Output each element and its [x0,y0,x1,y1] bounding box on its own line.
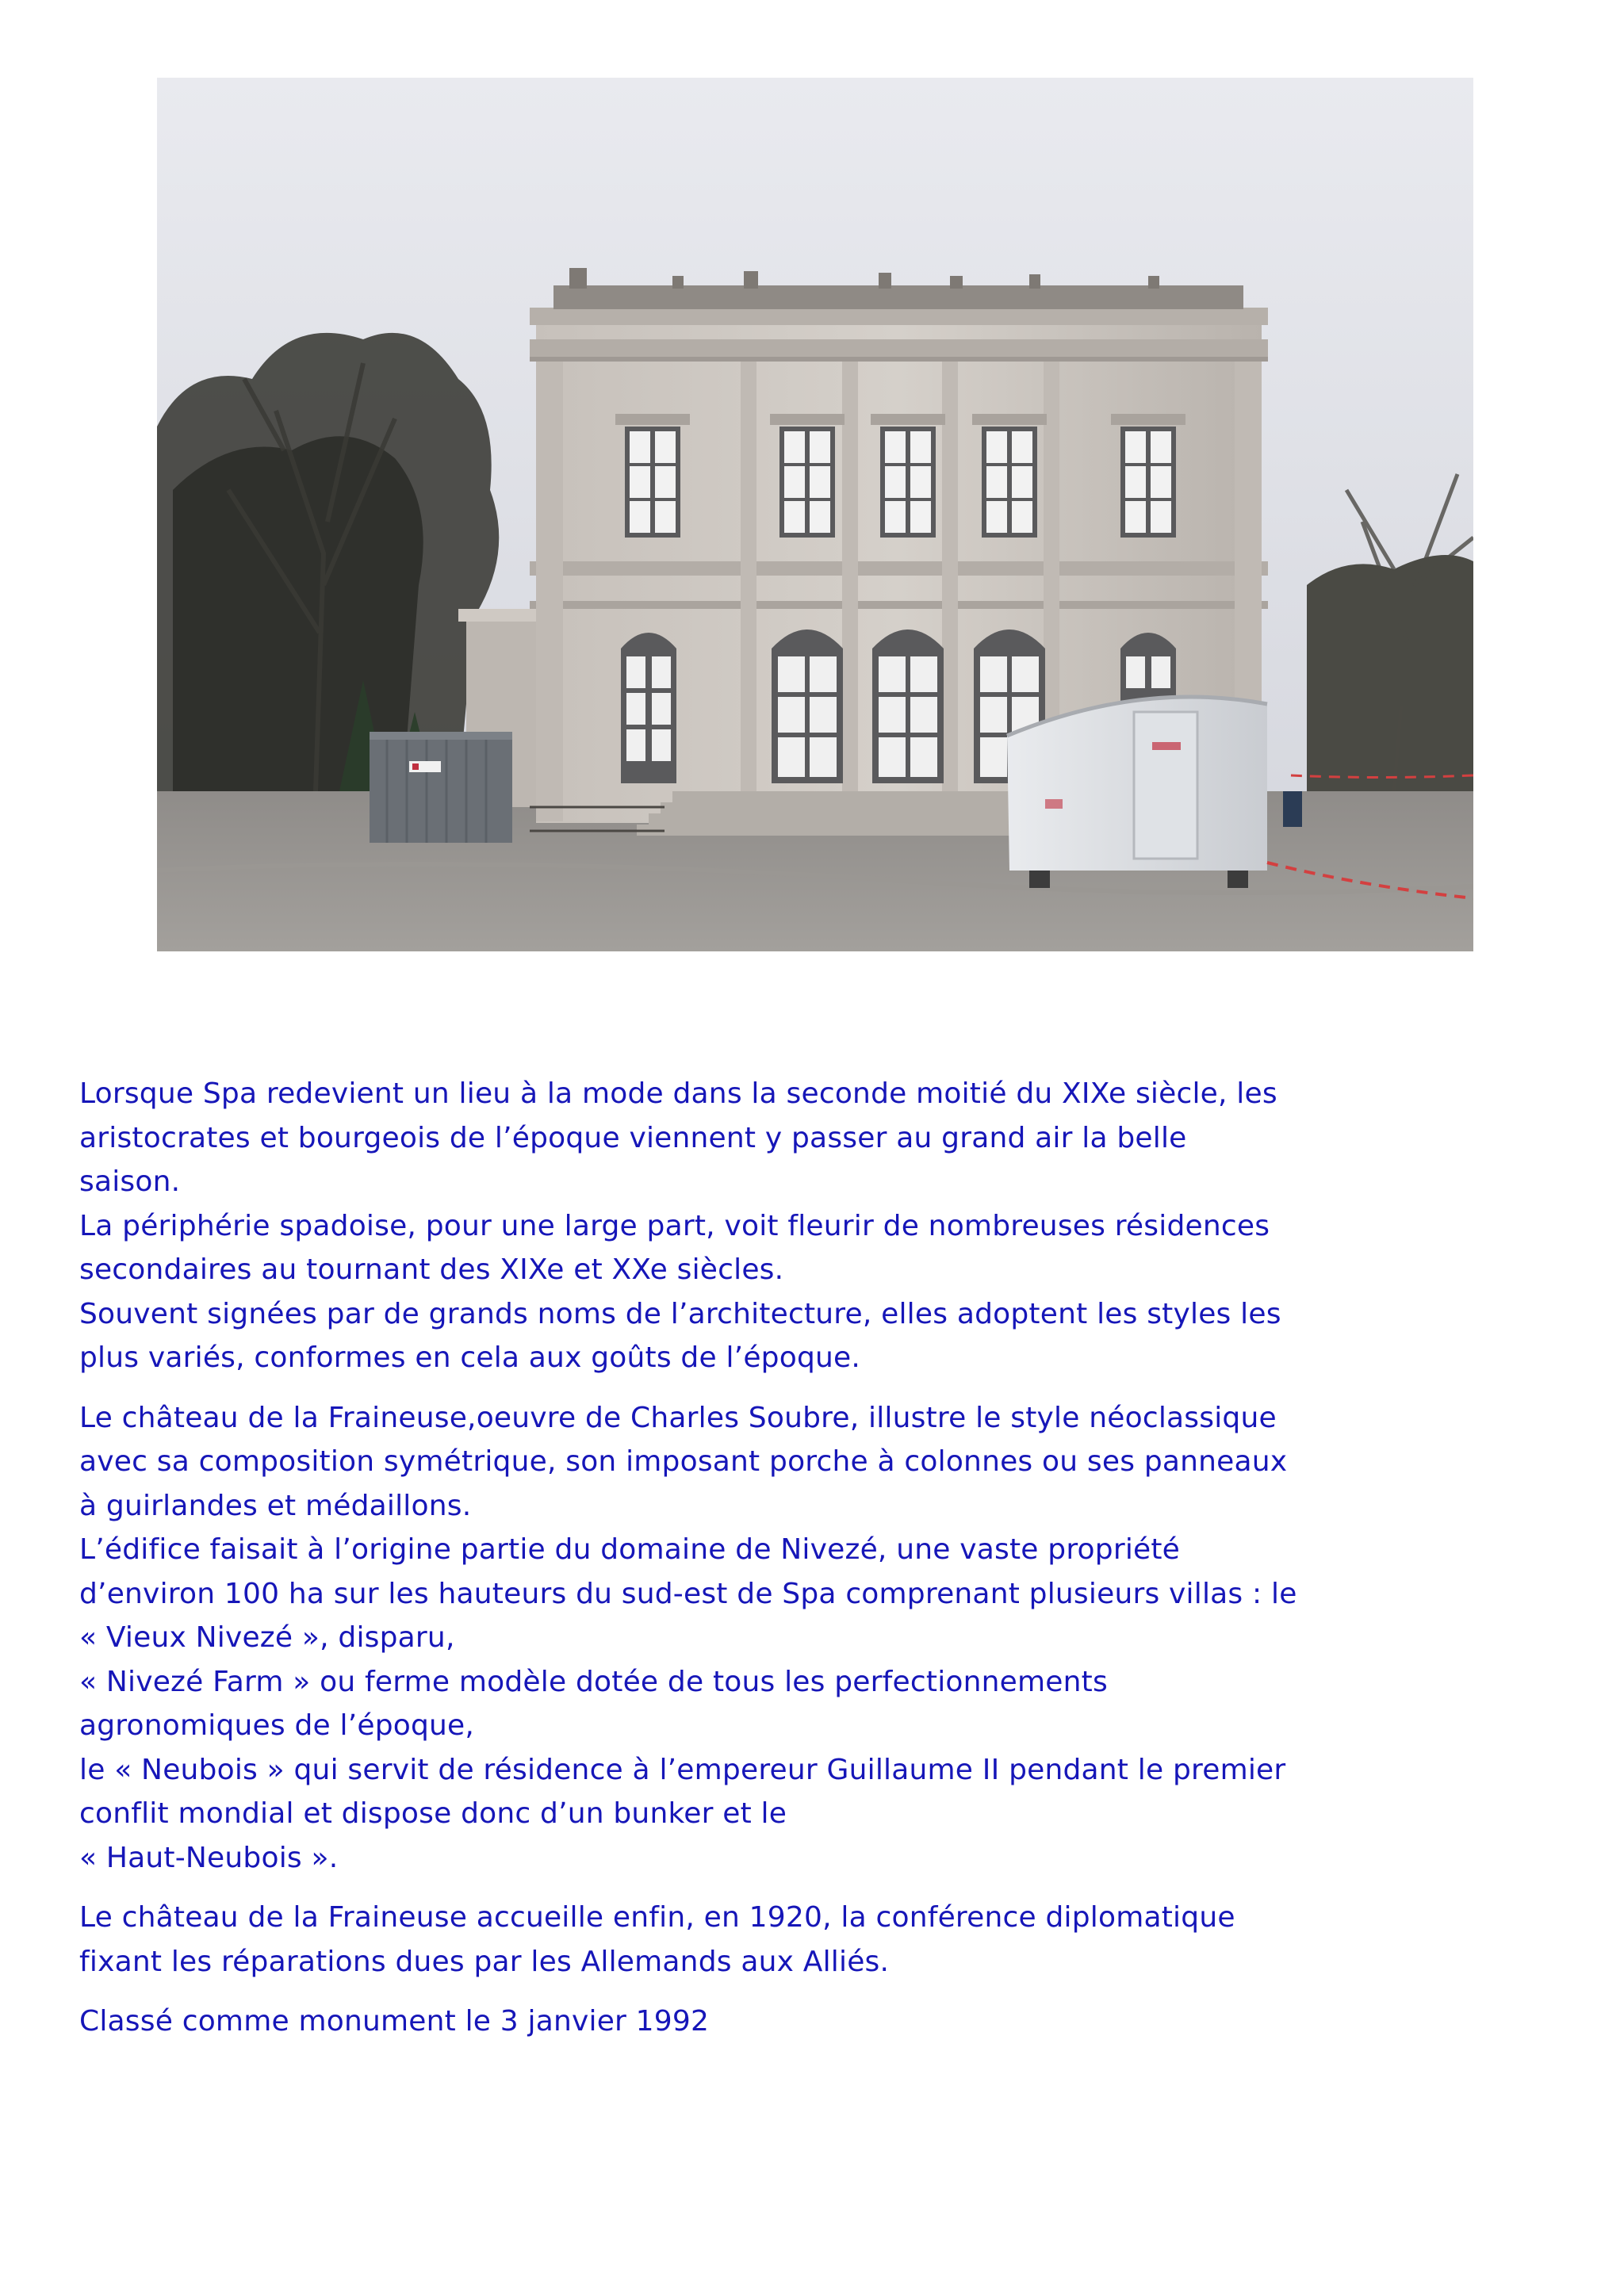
paragraph-conference [79,1896,1570,1984]
text-line: Le château de la Fraineuse,oeuvre de Charles Soubre, illustre le style néoclassique [79,1401,1277,1434]
description-text [79,1072,1570,2060]
text-line: « Haut-Neubois ». [79,1841,339,1874]
text-line: à guirlandes et médaillons. [79,1489,472,1522]
text-line: fixant les réparations dues par les Allemands aux Alliés. [79,1945,890,1978]
text-line: agronomiques de l’époque, [79,1709,475,1742]
text-line: La périphérie spadoise, pour une large part, voit fleurir de nombreuses résidences [79,1209,1270,1242]
paragraph-chateau [79,1396,1570,1881]
text-line: Souvent signées par de grands noms de l’architecture, elles adoptent les styles les [79,1297,1281,1330]
text-line: saison. [79,1165,181,1198]
text-line: L’édifice faisait à l’origine partie du domaine de Nivezé, une vaste propriété [79,1533,1181,1566]
text-line: le « Neubois » qui servit de résidence à l’empereur Guillaume II pendant le premier [79,1753,1286,1786]
paragraph-classification [79,1999,1570,2044]
text-line: Classé comme monument le 3 janvier 1992 [79,2005,710,2038]
text-line: aristocrates et bourgeois de l’époque viennent y passer au grand air la belle [79,1121,1187,1154]
text-line: plus variés, conformes en cela aux goûts de l’époque. [79,1341,861,1374]
text-line: « Vieux Nivezé », disparu, [79,1621,455,1654]
text-line: conflit mondial et dispose donc d’un bunker et le [79,1797,787,1830]
text-line: « Nivezé Farm » ou ferme modèle dotée de tous les perfectionnements [79,1665,1108,1698]
text-line: avec sa composition symétrique, son imposant porche à colonnes ou ses panneaux [79,1445,1288,1478]
chateau-photo [157,78,1473,951]
chateau-illustration [157,78,1473,951]
text-line: secondaires au tournant des XIXe et XXe siècles. [79,1253,784,1286]
paragraph-intro [79,1072,1570,1380]
text-line: Lorsque Spa redevient un lieu à la mode dans la seconde moitié du XIXe siècle, les [79,1077,1277,1110]
text-line: d’environ 100 ha sur les hauteurs du sud-est de Spa comprenant plusieurs villas : le [79,1577,1297,1610]
text-line: Le château de la Fraineuse accueille enfin, en 1920, la conférence diplomatique [79,1901,1235,1934]
